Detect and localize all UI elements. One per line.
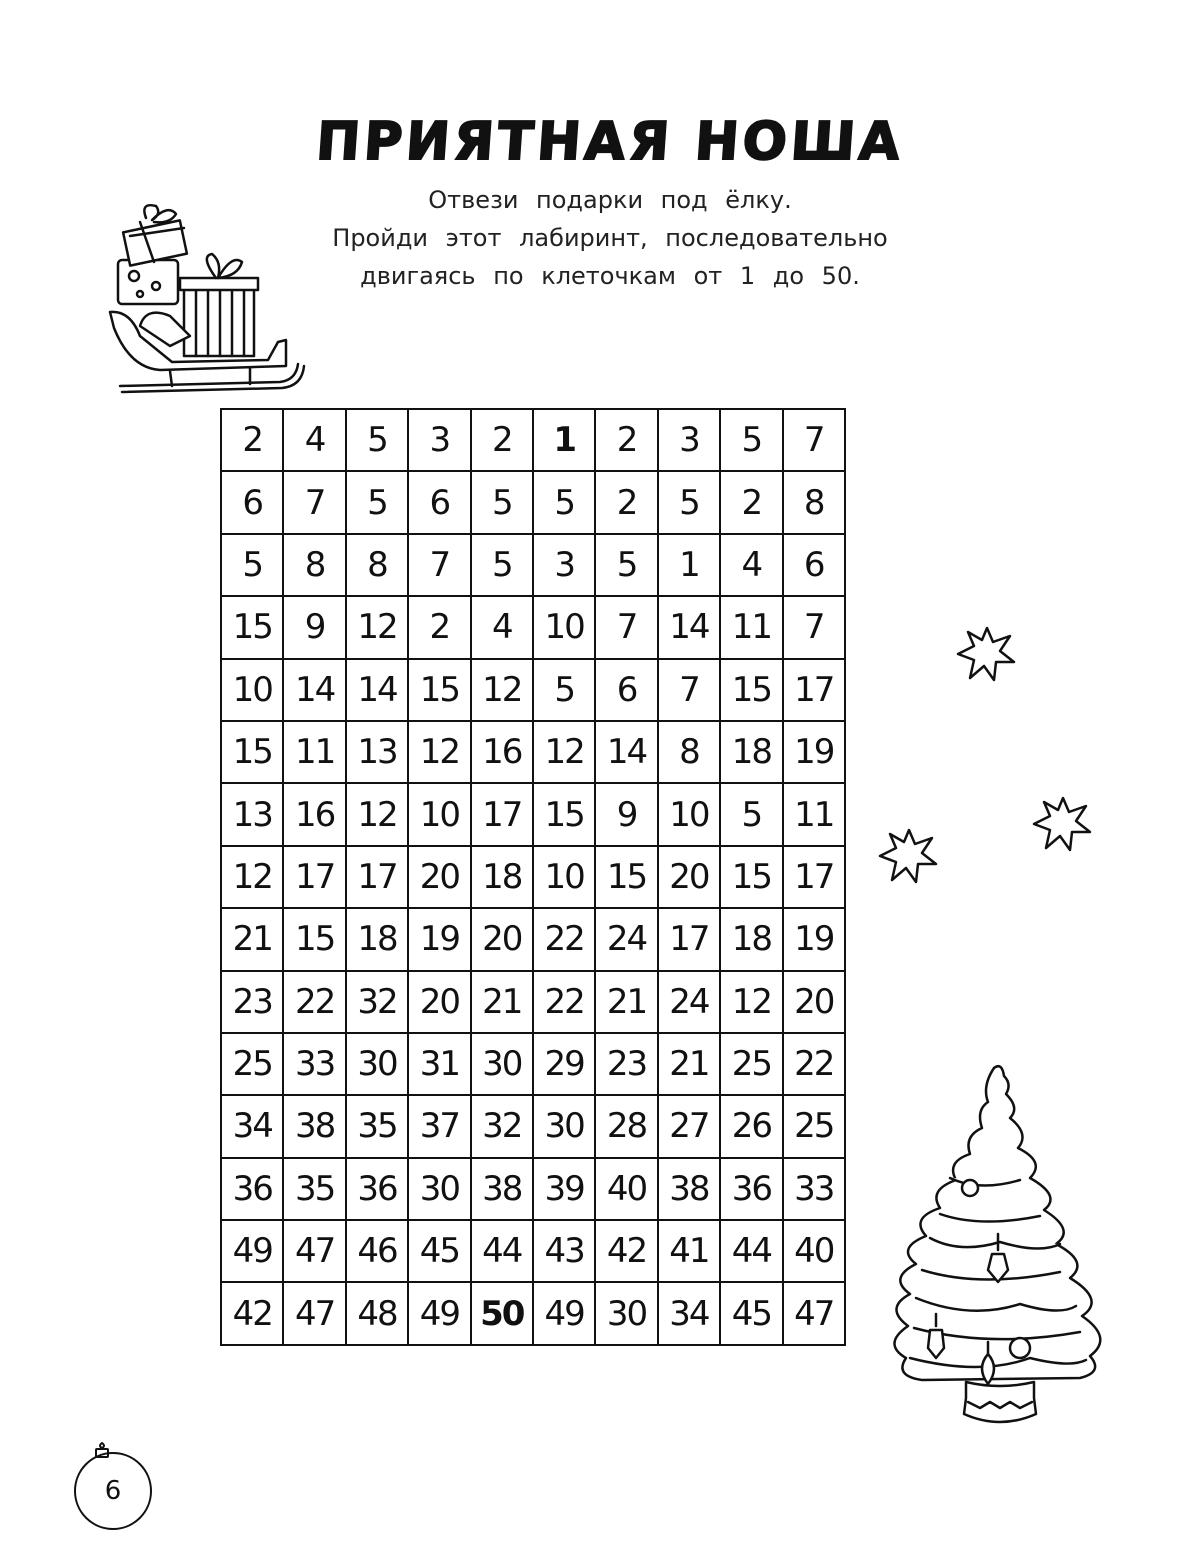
maze-cell[interactable]: 7 xyxy=(409,535,471,597)
maze-cell[interactable]: 15 xyxy=(534,784,596,846)
instruction-line: двигаясь по клеточкам от 1 до 50. xyxy=(360,262,860,290)
maze-cell[interactable]: 12 xyxy=(721,972,783,1034)
maze-cell[interactable]: 11 xyxy=(284,722,346,784)
maze-cell[interactable]: 15 xyxy=(409,660,471,722)
maze-cell[interactable]: 8 xyxy=(659,722,721,784)
maze-cell[interactable]: 7 xyxy=(284,472,346,534)
maze-cell[interactable]: 23 xyxy=(596,1034,658,1096)
maze-cell[interactable]: 20 xyxy=(409,972,471,1034)
maze-cell[interactable]: 47 xyxy=(284,1283,346,1345)
maze-cell[interactable]: 5 xyxy=(534,472,596,534)
maze-cell[interactable]: 24 xyxy=(659,972,721,1034)
maze-cell[interactable]: 15 xyxy=(721,660,783,722)
maze-cell[interactable]: 12 xyxy=(472,660,534,722)
star-icon xyxy=(954,624,1020,684)
maze-cell[interactable]: 13 xyxy=(347,722,409,784)
maze-cell[interactable]: 40 xyxy=(784,1221,846,1283)
maze-cell[interactable]: 31 xyxy=(409,1034,471,1096)
maze-cell[interactable]: 49 xyxy=(409,1283,471,1345)
maze-cell[interactable]: 36 xyxy=(222,1159,284,1221)
maze-cell[interactable]: 15 xyxy=(222,722,284,784)
christmas-tree-icon xyxy=(870,1058,1130,1478)
number-maze-grid xyxy=(220,408,846,1346)
maze-cell[interactable]: 13 xyxy=(222,784,284,846)
maze-cell[interactable]: 20 xyxy=(409,847,471,909)
maze-cell[interactable]: 28 xyxy=(596,1096,658,1158)
maze-cell[interactable]: 5 xyxy=(472,535,534,597)
maze-cell[interactable]: 5 xyxy=(347,410,409,472)
maze-cell[interactable]: 15 xyxy=(721,847,783,909)
maze-cell[interactable]: 5 xyxy=(659,472,721,534)
maze-cell[interactable]: 32 xyxy=(472,1096,534,1158)
maze-cell[interactable]: 7 xyxy=(784,410,846,472)
maze-cell[interactable]: 20 xyxy=(659,847,721,909)
maze-cell[interactable]: 45 xyxy=(409,1221,471,1283)
maze-cell[interactable]: 6 xyxy=(222,472,284,534)
maze-cell[interactable]: 4 xyxy=(472,597,534,659)
maze-cell[interactable]: 14 xyxy=(596,722,658,784)
maze-cell[interactable]: 6 xyxy=(784,535,846,597)
maze-cell[interactable]: 18 xyxy=(347,909,409,971)
maze-cell[interactable]: 42 xyxy=(222,1283,284,1345)
maze-cell[interactable]: 22 xyxy=(284,972,346,1034)
maze-cell[interactable]: 21 xyxy=(659,1034,721,1096)
maze-cell[interactable]: 29 xyxy=(534,1034,596,1096)
maze-cell[interactable]: 1 xyxy=(534,410,596,472)
maze-cell[interactable]: 12 xyxy=(347,597,409,659)
maze-cell[interactable]: 36 xyxy=(347,1159,409,1221)
maze-cell[interactable]: 12 xyxy=(534,722,596,784)
maze-cell[interactable]: 5 xyxy=(534,660,596,722)
maze-cell[interactable]: 5 xyxy=(721,784,783,846)
maze-cell[interactable]: 50 xyxy=(472,1283,534,1345)
maze-cell[interactable]: 1 xyxy=(659,535,721,597)
maze-cell[interactable]: 14 xyxy=(284,660,346,722)
maze-cell[interactable]: 30 xyxy=(534,1096,596,1158)
maze-cell[interactable]: 14 xyxy=(347,660,409,722)
maze-cell[interactable]: 5 xyxy=(222,535,284,597)
maze-cell[interactable]: 9 xyxy=(284,597,346,659)
maze-cell[interactable]: 25 xyxy=(721,1034,783,1096)
maze-cell[interactable]: 30 xyxy=(472,1034,534,1096)
maze-cell[interactable]: 2 xyxy=(222,410,284,472)
maze-cell[interactable]: 34 xyxy=(659,1283,721,1345)
maze-cell[interactable]: 17 xyxy=(784,660,846,722)
maze-cell[interactable]: 11 xyxy=(784,784,846,846)
maze-cell[interactable]: 45 xyxy=(721,1283,783,1345)
maze-cell[interactable]: 44 xyxy=(472,1221,534,1283)
maze-cell[interactable]: 8 xyxy=(784,472,846,534)
maze-cell[interactable]: 10 xyxy=(409,784,471,846)
instruction-line: Пройди этот лабиринт, последовательно xyxy=(332,224,888,252)
maze-cell[interactable]: 43 xyxy=(534,1221,596,1283)
maze-cell[interactable]: 38 xyxy=(659,1159,721,1221)
maze-cell[interactable]: 36 xyxy=(721,1159,783,1221)
maze-cell[interactable]: 2 xyxy=(472,410,534,472)
maze-cell[interactable]: 9 xyxy=(596,784,658,846)
maze-cell[interactable]: 25 xyxy=(784,1096,846,1158)
maze-cell[interactable]: 3 xyxy=(534,535,596,597)
maze-cell[interactable]: 5 xyxy=(472,472,534,534)
maze-cell[interactable]: 8 xyxy=(284,535,346,597)
maze-cell[interactable]: 44 xyxy=(721,1221,783,1283)
maze-cell[interactable]: 25 xyxy=(222,1034,284,1096)
maze-cell[interactable]: 5 xyxy=(347,472,409,534)
maze-cell[interactable]: 15 xyxy=(284,909,346,971)
maze-cell[interactable]: 46 xyxy=(347,1221,409,1283)
maze-cell[interactable]: 10 xyxy=(222,660,284,722)
maze-cell[interactable]: 4 xyxy=(284,410,346,472)
maze-cell[interactable]: 24 xyxy=(596,909,658,971)
maze-cell[interactable]: 47 xyxy=(784,1283,846,1345)
maze-cell[interactable]: 49 xyxy=(534,1283,596,1345)
maze-cell[interactable]: 35 xyxy=(284,1159,346,1221)
maze-cell[interactable]: 30 xyxy=(347,1034,409,1096)
maze-cell[interactable]: 6 xyxy=(409,472,471,534)
maze-cell[interactable]: 10 xyxy=(534,847,596,909)
maze-cell[interactable]: 3 xyxy=(659,410,721,472)
maze-cell[interactable]: 23 xyxy=(222,972,284,1034)
maze-cell[interactable]: 4 xyxy=(721,535,783,597)
maze-cell[interactable]: 34 xyxy=(222,1096,284,1158)
maze-cell[interactable]: 30 xyxy=(409,1159,471,1221)
maze-cell[interactable]: 21 xyxy=(222,909,284,971)
maze-cell[interactable]: 42 xyxy=(596,1221,658,1283)
maze-cell[interactable]: 18 xyxy=(721,909,783,971)
maze-cell[interactable]: 32 xyxy=(347,972,409,1034)
page-title: ПРИЯТНАЯ НОША xyxy=(314,112,906,172)
maze-cell[interactable]: 33 xyxy=(284,1034,346,1096)
star-icon xyxy=(876,826,942,888)
maze-cell[interactable]: 40 xyxy=(596,1159,658,1221)
maze-cell[interactable]: 7 xyxy=(596,597,658,659)
maze-cell[interactable]: 7 xyxy=(784,597,846,659)
maze-cell[interactable]: 12 xyxy=(409,722,471,784)
maze-cell[interactable]: 2 xyxy=(596,410,658,472)
maze-cell[interactable]: 2 xyxy=(596,472,658,534)
maze-cell[interactable]: 7 xyxy=(659,660,721,722)
page-number-badge xyxy=(72,1442,154,1528)
maze-cell[interactable]: 33 xyxy=(784,1159,846,1221)
maze-cell[interactable]: 2 xyxy=(409,597,471,659)
maze-cell[interactable]: 30 xyxy=(596,1283,658,1345)
maze-cell[interactable]: 21 xyxy=(596,972,658,1034)
maze-cell[interactable]: 12 xyxy=(222,847,284,909)
maze-cell[interactable]: 38 xyxy=(472,1159,534,1221)
maze-cell[interactable]: 20 xyxy=(472,909,534,971)
maze-cell[interactable]: 3 xyxy=(409,410,471,472)
maze-cell[interactable]: 48 xyxy=(347,1283,409,1345)
maze-cell[interactable]: 22 xyxy=(784,1034,846,1096)
maze-cell[interactable]: 17 xyxy=(659,909,721,971)
maze-cell[interactable]: 16 xyxy=(284,784,346,846)
maze-cell[interactable]: 17 xyxy=(472,784,534,846)
star-icon xyxy=(1030,794,1096,856)
maze-cell[interactable]: 35 xyxy=(347,1096,409,1158)
maze-cell[interactable]: 27 xyxy=(659,1096,721,1158)
maze-cell[interactable]: 14 xyxy=(659,597,721,659)
maze-cell[interactable]: 16 xyxy=(472,722,534,784)
maze-cell[interactable]: 21 xyxy=(472,972,534,1034)
maze-cell[interactable]: 39 xyxy=(534,1159,596,1221)
maze-cell[interactable]: 17 xyxy=(347,847,409,909)
maze-cell[interactable]: 18 xyxy=(472,847,534,909)
maze-cell[interactable]: 17 xyxy=(784,847,846,909)
maze-cell[interactable]: 19 xyxy=(784,909,846,971)
instruction-line: Отвези подарки под ёлку. xyxy=(428,186,792,214)
maze-cell[interactable]: 38 xyxy=(284,1096,346,1158)
maze-cell[interactable]: 41 xyxy=(659,1221,721,1283)
maze-cell[interactable]: 49 xyxy=(222,1221,284,1283)
maze-cell[interactable]: 5 xyxy=(596,535,658,597)
maze-cell[interactable]: 11 xyxy=(721,597,783,659)
maze-cell[interactable]: 15 xyxy=(596,847,658,909)
sleigh-with-gifts-icon xyxy=(100,196,310,406)
maze-cell[interactable]: 37 xyxy=(409,1096,471,1158)
maze-cell[interactable]: 6 xyxy=(596,660,658,722)
maze-cell[interactable]: 2 xyxy=(721,472,783,534)
maze-cell[interactable]: 10 xyxy=(534,597,596,659)
maze-cell[interactable]: 5 xyxy=(721,410,783,472)
maze-cell[interactable]: 10 xyxy=(659,784,721,846)
maze-cell[interactable]: 17 xyxy=(284,847,346,909)
maze-cell[interactable]: 19 xyxy=(409,909,471,971)
maze-cell[interactable]: 15 xyxy=(222,597,284,659)
maze-cell[interactable]: 12 xyxy=(347,784,409,846)
maze-cell[interactable]: 22 xyxy=(534,909,596,971)
maze-cell[interactable]: 18 xyxy=(721,722,783,784)
maze-cell[interactable]: 20 xyxy=(784,972,846,1034)
maze-cell[interactable]: 47 xyxy=(284,1221,346,1283)
page-number: 6 xyxy=(74,1452,152,1530)
maze-cell[interactable]: 26 xyxy=(721,1096,783,1158)
maze-cell[interactable]: 22 xyxy=(534,972,596,1034)
maze-cell[interactable]: 8 xyxy=(347,535,409,597)
maze-cell[interactable]: 19 xyxy=(784,722,846,784)
